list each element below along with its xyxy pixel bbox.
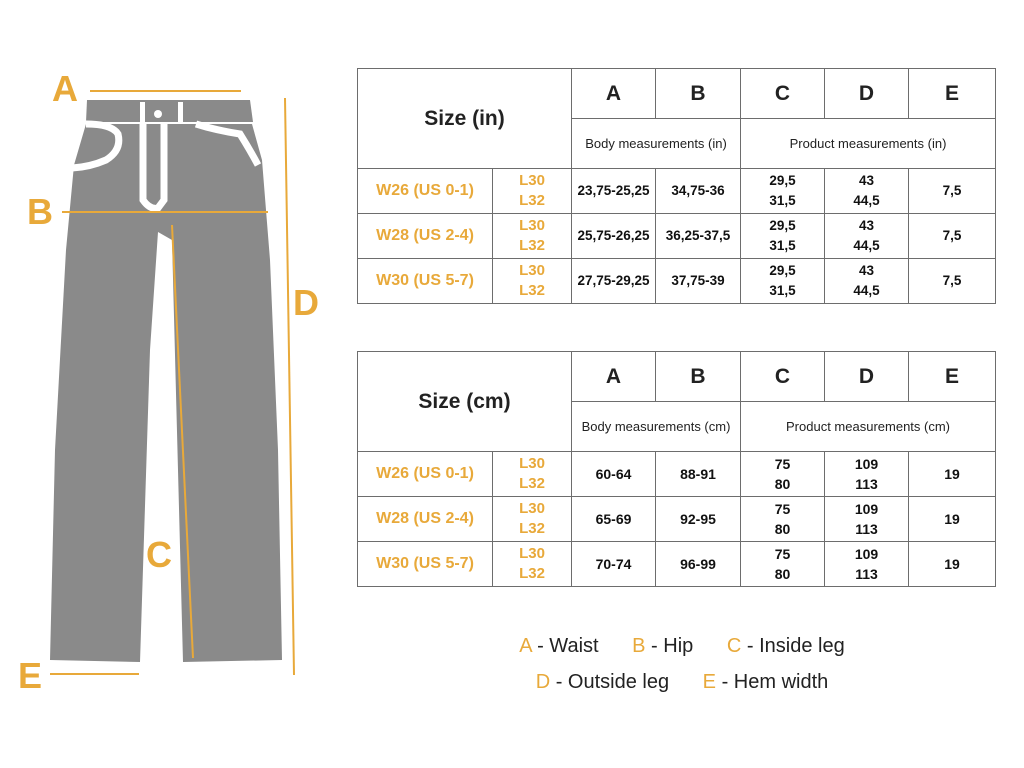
length-l30: L30	[519, 262, 545, 279]
length-options	[493, 542, 572, 587]
inside-leg-values	[741, 169, 825, 214]
outside-leg-l32: 44,5	[853, 193, 880, 208]
belt-loop-left	[140, 102, 145, 122]
size-header: Size (in)	[358, 69, 572, 169]
waist-button	[154, 110, 162, 118]
length-l30: L30	[519, 545, 545, 562]
legend-item-hem-width	[703, 671, 829, 693]
legend-text: - Hip	[651, 635, 694, 657]
inside-leg-values	[741, 259, 825, 304]
legend-key: A	[519, 635, 532, 657]
outside-leg-values	[825, 497, 909, 542]
waist-value: 23,75-25,25	[572, 169, 656, 214]
length-l32: L32	[519, 237, 545, 254]
hip-value: 96-99	[656, 542, 741, 587]
inside-leg-values	[741, 214, 825, 259]
label-b: B	[27, 191, 53, 232]
col-d-header: D	[825, 69, 909, 119]
outside-leg-l30: 43	[859, 263, 875, 278]
legend-line	[340, 664, 1024, 700]
outside-leg-l30: 109	[854, 546, 879, 562]
waist-value: 27,75-29,25	[572, 259, 656, 304]
outside-leg-values	[825, 259, 909, 304]
length-options	[493, 452, 572, 497]
size-table-inches	[357, 68, 996, 304]
length-options	[493, 214, 572, 259]
hip-value: 37,75-39	[656, 259, 741, 304]
legend-text: - Inside leg	[746, 635, 845, 657]
legend-item-inside-leg	[727, 635, 845, 657]
waist-value: 70-74	[572, 542, 656, 587]
length-l30: L30	[519, 455, 545, 472]
outside-leg-values	[825, 214, 909, 259]
product-measurements-header: Product measurements (in)	[741, 119, 996, 169]
size-label: W28 (US 2-4)	[358, 497, 493, 542]
col-b-header: B	[656, 352, 741, 402]
size-label: W26 (US 0-1)	[358, 452, 493, 497]
outside-leg-l32: 113	[855, 566, 878, 582]
length-l30: L30	[519, 217, 545, 234]
legend-text: - Hem width	[721, 671, 829, 693]
hem-width-value: 19	[909, 542, 996, 587]
length-l32: L32	[519, 565, 545, 582]
waist-value: 60-64	[572, 452, 656, 497]
legend-item-waist	[519, 635, 598, 657]
inside-leg-l30: 29,5	[769, 218, 796, 233]
legend-text: - Outside leg	[555, 671, 670, 693]
inside-leg-l30: 75	[774, 456, 791, 472]
table-row	[358, 497, 996, 542]
col-e-header: E	[909, 69, 996, 119]
col-c-header: C	[741, 69, 825, 119]
outside-leg-l30: 43	[859, 218, 875, 233]
length-l32: L32	[519, 192, 545, 209]
legend-item-outside-leg	[536, 671, 669, 693]
length-l32: L32	[519, 475, 545, 492]
inside-leg-l30: 75	[774, 546, 791, 562]
hip-value: 88-91	[656, 452, 741, 497]
hem-width-value: 7,5	[909, 259, 996, 304]
hem-width-value: 7,5	[909, 214, 996, 259]
product-measurements-header: Product measurements (cm)	[741, 402, 996, 452]
legend-line	[340, 628, 1024, 664]
size-label: W30 (US 5-7)	[358, 542, 493, 587]
hip-value: 92-95	[656, 497, 741, 542]
outside-leg-l32: 44,5	[853, 283, 880, 298]
col-b-header: B	[656, 69, 741, 119]
inside-leg-l32: 31,5	[769, 238, 796, 253]
body-measurements-header: Body measurements (cm)	[572, 402, 741, 452]
col-d-header: D	[825, 352, 909, 402]
legend-text: - Waist	[537, 635, 599, 657]
hem-width-value: 19	[909, 452, 996, 497]
inside-leg-values	[741, 452, 825, 497]
inside-leg-l30: 75	[774, 501, 791, 517]
inside-leg-values	[741, 542, 825, 587]
legend-key: C	[726, 635, 742, 657]
size-table-centimeters	[357, 351, 996, 587]
inside-leg-l30: 29,5	[769, 173, 796, 188]
size-header: Size (cm)	[358, 352, 572, 452]
col-c-header: C	[741, 352, 825, 402]
jeans-silhouette	[50, 100, 282, 662]
label-c: C	[146, 534, 172, 575]
table-row	[358, 542, 996, 587]
outside-leg-values	[825, 542, 909, 587]
label-d: D	[293, 282, 319, 323]
col-e-header: E	[909, 352, 996, 402]
table-row	[358, 452, 996, 497]
hem-width-value: 7,5	[909, 169, 996, 214]
length-options	[493, 497, 572, 542]
length-l30: L30	[519, 500, 545, 517]
hem-width-value: 19	[909, 497, 996, 542]
waist-value: 65-69	[572, 497, 656, 542]
table-row	[358, 214, 996, 259]
body-measurements-header: Body measurements (in)	[572, 119, 741, 169]
legend-item-hip	[632, 635, 693, 657]
belt-loop-right	[178, 102, 183, 122]
legend-key: E	[702, 671, 717, 693]
hip-value: 34,75-36	[656, 169, 741, 214]
inside-leg-l32: 80	[774, 476, 791, 492]
inside-leg-l30: 29,5	[769, 263, 796, 278]
inside-leg-l32: 31,5	[769, 193, 796, 208]
length-l32: L32	[519, 520, 545, 537]
outside-leg-l32: 113	[855, 521, 878, 537]
inside-leg-values	[741, 497, 825, 542]
jeans-diagram	[0, 0, 340, 768]
outside-leg-line	[285, 98, 294, 675]
waistband-shape	[86, 100, 253, 122]
size-label: W28 (US 2-4)	[358, 214, 493, 259]
table-row	[358, 169, 996, 214]
col-a-header: A	[572, 352, 656, 402]
outside-leg-values	[825, 169, 909, 214]
waist-value: 25,75-26,25	[572, 214, 656, 259]
legend-key: B	[632, 635, 646, 657]
jeans-body-shape	[50, 124, 282, 662]
outside-leg-l32: 44,5	[853, 238, 880, 253]
size-label: W26 (US 0-1)	[358, 169, 493, 214]
inside-leg-l32: 80	[774, 566, 791, 582]
outside-leg-l32: 113	[855, 476, 878, 492]
length-options	[493, 259, 572, 304]
inside-leg-l32: 80	[774, 521, 791, 537]
outside-leg-l30: 109	[854, 456, 879, 472]
outside-leg-l30: 109	[854, 501, 879, 517]
legend-key: D	[535, 671, 551, 693]
hip-value: 36,25-37,5	[656, 214, 741, 259]
inside-leg-l32: 31,5	[769, 283, 796, 298]
length-l32: L32	[519, 282, 545, 299]
outside-leg-l30: 43	[859, 173, 875, 188]
label-e: E	[18, 655, 43, 696]
table-row	[358, 259, 996, 304]
length-options	[493, 169, 572, 214]
label-a: A	[52, 68, 78, 109]
outside-leg-values	[825, 452, 909, 497]
measurement-legend	[340, 628, 1024, 700]
col-a-header: A	[572, 69, 656, 119]
size-label: W30 (US 5-7)	[358, 259, 493, 304]
length-l30: L30	[519, 172, 545, 189]
